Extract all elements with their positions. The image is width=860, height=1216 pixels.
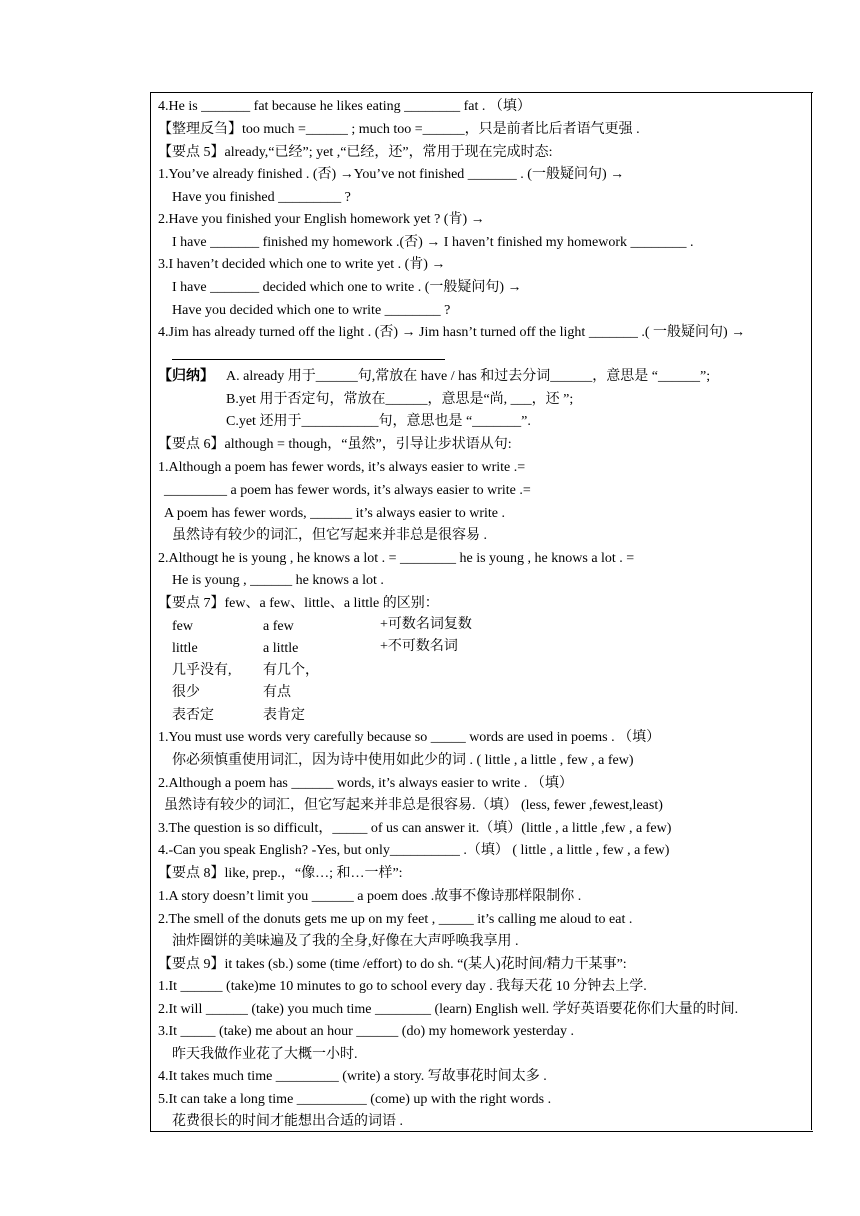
text-line: 2.The smell of the donuts gets me up on my feet , _____ it’s calling me aloud to eat . — [158, 912, 633, 927]
text-line: A. already 用于______句,常放在 have / has 和过去分词______，意思是 “______”; — [226, 369, 711, 384]
text-line: 【要点 9】it takes (sb.) some (time /effort) to do sh. “(某人)花时间/精力干某事”: — [158, 957, 627, 972]
text-line: 1.You must use words very carefully because so _____ words are used in poems . （填） — [158, 730, 661, 745]
summary-label: 【归纳】 — [158, 369, 214, 384]
text-line: 油炸圈饼的美味遍及了我的全身,好像在大声呼唤我享用 . — [172, 934, 519, 949]
text-line: A poem has fewer words, ______ it’s always easier to write . — [164, 506, 505, 521]
text-line: I have _______ finished my homework .(否) → I haven’t finished my homework ________ . — [172, 235, 694, 250]
text-line: 花费很长的时间才能想出合适的词语 . — [172, 1114, 403, 1129]
text-line: C.yet 还用于___________句，意思也是 “_______”. — [226, 414, 531, 429]
table-cell: 有点 — [263, 685, 291, 700]
text-line: 2.It will ______ (take) you much time ________ (learn) English well. 学好英语要花你们大量的时间. — [158, 1002, 739, 1017]
text-line: 2.Although a poem has ______ words, it’s always easier to write . （填） — [158, 776, 573, 791]
text-line: 【整理反刍】too much =______ ; much too =______，只是前者比后者语气更强 . — [158, 122, 640, 137]
text-line: 3.I haven’t decided which one to write yet . (肯) → — [158, 257, 446, 272]
answer-blank-line — [172, 359, 445, 360]
text-line: 4.Jim has already turned off the light . (否) → Jim hasn’t turned off the light _______ .( 一般疑问句) → — [158, 325, 746, 340]
text-line: B.yet 用于否定句，常放在______，意思是“尚, ___，还 ”; — [226, 392, 574, 407]
table-cell: 有几个， — [263, 663, 319, 678]
text-line: 1.It ______ (take)me 10 minutes to go to school every day . 我每天花 10 分钟去上学. — [158, 979, 647, 994]
table-cell: 几乎没有, — [172, 663, 232, 678]
text-line: 3.It _____ (take) me about an hour ______ (do) my homework yesterday . — [158, 1024, 575, 1039]
text-line: 【要点 8】like, prep.，“像…; 和…一样”: — [158, 866, 403, 881]
table-cell: 表肯定 — [263, 708, 305, 723]
text-line: 2.Have you finished your English homework yet ? (肯) → — [158, 212, 485, 227]
text-line: 【要点 6】although = though，“虽然”，引导让步状语从句: — [158, 437, 512, 452]
table-cell: 很少 — [172, 685, 200, 700]
text-line: Have you decided which one to write ________ ? — [172, 303, 451, 318]
text-line: 【要点 7】few、a few、little、a little 的区别： — [158, 596, 439, 611]
text-line: 4.He is _______ fat because he likes eating ________ fat . （填） — [158, 99, 531, 114]
text-line: 3.The question is so difficult，_____ of us can answer it.（填）(little , a little ,few , a few) — [158, 821, 672, 836]
text-line: 你必须慎重使用词汇，因为诗中使用如此少的词 . ( little , a little , few , a few) — [172, 753, 634, 768]
table-cell: little — [172, 641, 198, 656]
text-line: 【要点 5】already,“已经”; yet ,“已经，还”，常用于现在完成时态: — [158, 145, 553, 160]
text-line: 1.You’ve already finished . (否) →You’ve not finished _______ . (一般疑问句) → — [158, 167, 625, 182]
table-cell: +不可数名词 — [380, 639, 458, 654]
text-line: 1.Although a poem has fewer words, it’s always easier to write .= — [158, 460, 526, 475]
text-line: 1.A story doesn’t limit you ______ a poem does .故事不像诗那样限制你 . — [158, 889, 582, 904]
table-cell: 表否定 — [172, 708, 214, 723]
table-cell: a few — [263, 619, 294, 634]
text-line: He is young , ______ he knows a lot . — [172, 573, 384, 588]
text-line: 虽然诗有较少的词汇，但它写起来并非总是很容易.（填） (less, fewer ,fewest,least) — [164, 798, 663, 813]
table-cell: a little — [263, 641, 299, 656]
text-line: _________ a poem has fewer words, it’s always easier to write .= — [164, 483, 531, 498]
table-cell: +可数名词复数 — [380, 617, 472, 632]
text-line: 昨天我做作业花了大概一小时. — [172, 1047, 358, 1062]
text-line: Have you finished _________ ? — [172, 190, 351, 205]
text-line: 4.-Can you speak English? -Yes, but only__________ .（填） ( little , a little , few , a few) — [158, 843, 670, 858]
text-line: I have _______ decided which one to write . (一般疑问句) → — [172, 280, 522, 295]
worksheet-frame-right-border — [811, 92, 812, 1130]
text-line: 4.It takes much time _________ (write) a story. 写故事花时间太多 . — [158, 1069, 547, 1084]
text-line: 5.It can take a long time __________ (come) up with the right words . — [158, 1092, 552, 1107]
text-line: 2.Althougt he is young , he knows a lot . = ________ he is young , he knows a lot . = — [158, 551, 635, 566]
table-cell: few — [172, 619, 193, 634]
text-line: 虽然诗有较少的词汇，但它写起来并非总是很容易 . — [172, 528, 487, 543]
